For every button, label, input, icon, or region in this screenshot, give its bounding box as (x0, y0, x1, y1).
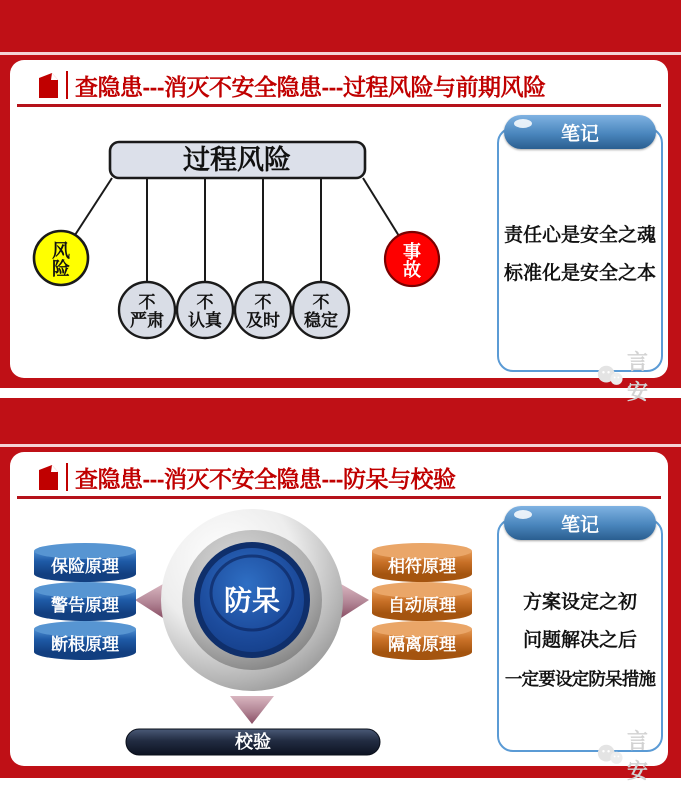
check-pill-label: 校验 (235, 732, 271, 752)
cause-ball-3-line2: 及时 (246, 311, 280, 330)
accident-ball (385, 232, 439, 286)
cause-ball-2-line2: 认真 (188, 311, 222, 330)
accident-ball-line2: 故 (403, 260, 421, 280)
cause-ball-2 (177, 282, 233, 338)
slide-2-watermark (596, 725, 668, 785)
right-cylinder-label-2: 自动原理 (388, 596, 456, 615)
note-line: 责任心是安全之魂 (503, 225, 656, 246)
slide-2-card (10, 452, 668, 783)
arrow-down-icon (230, 696, 274, 724)
cylinder-segment (372, 621, 472, 660)
arrow-left-icon (135, 584, 163, 618)
process-risk-bar-label: 过程风险 (183, 145, 291, 175)
check-pill (126, 729, 380, 755)
cylinder-segment (34, 543, 136, 582)
slide-2-top-divider (0, 444, 681, 447)
poka-yoke-diagram (20, 500, 490, 762)
notes-pill (504, 506, 656, 540)
slide-1-watermark (596, 346, 668, 406)
left-cylinder-stack (34, 543, 136, 660)
risk-ball-line1: 风 (52, 241, 70, 261)
risk-ball-line2: 险 (52, 259, 70, 279)
cylinder-segment (34, 621, 136, 660)
pill-gloss-highlight (514, 510, 532, 519)
slide-1-notes-body (499, 217, 661, 293)
cause-ball-4 (293, 282, 349, 338)
left-cylinder-label-1: 保险原理 (51, 557, 119, 576)
slide-2-title-underline (17, 496, 661, 499)
wechat-logo-icon (596, 364, 624, 388)
page-bookmark-icon (38, 464, 59, 491)
note-line: 问题解决之后 (522, 630, 637, 651)
watermark-text: 言安 (626, 351, 649, 404)
right-cylinder-stack (372, 543, 472, 660)
left-cylinder-label-2: 警告原理 (51, 596, 119, 615)
title-divider-line (66, 463, 68, 491)
notes-pill-label: 笔记 (560, 514, 599, 536)
cause-ball-2-line1: 不 (196, 293, 214, 312)
left-cylinder-label-3: 断根原理 (51, 635, 119, 654)
slide-1-title-underline (17, 104, 661, 107)
image-gap (0, 388, 681, 398)
cause-ball-1 (119, 282, 175, 338)
slide-2-notes-body (499, 584, 661, 698)
cause-ball-3 (235, 282, 291, 338)
process-risk-cradle-diagram (20, 112, 490, 352)
watermark-text: 言安 (626, 730, 649, 783)
cylinder-segment (372, 543, 472, 582)
page-bookmark-icon (38, 72, 59, 99)
slide-1-title-row (38, 69, 545, 101)
note-line: 方案设定之初 (522, 592, 637, 613)
notes-pill (504, 115, 656, 149)
cylinder-segment (34, 582, 136, 621)
notes-pill-label: 笔记 (560, 123, 599, 145)
slide-2-notes-panel (497, 514, 663, 752)
title-divider-line (66, 71, 68, 99)
right-cylinder-label-1: 相符原理 (388, 557, 456, 576)
cause-ball-3-line1: 不 (254, 293, 272, 312)
cradle-strings (75, 178, 399, 283)
cause-ball-4-line1: 不 (312, 293, 330, 312)
slide-2-title: 查隐患---消灭不安全隐患---防呆与校验 (75, 465, 456, 492)
pill-gloss-highlight (514, 119, 532, 128)
cause-ball-1-line1: 不 (138, 293, 156, 312)
cause-ball-1-line2: 严肃 (130, 311, 164, 330)
center-button (161, 509, 343, 691)
note-line: 标准化是安全之本 (503, 263, 656, 284)
wechat-logo-icon (596, 743, 624, 767)
center-button-label: 防呆 (223, 585, 281, 616)
cause-ball-4-line2: 稳定 (304, 311, 338, 330)
arrow-right-icon (341, 584, 369, 618)
slide-1-card (10, 60, 668, 404)
cylinder-segment (372, 582, 472, 621)
slide-1-notes-panel (497, 123, 663, 372)
slide-2 (0, 398, 681, 783)
note-line: 一定要设定防呆措施 (504, 669, 656, 689)
risk-ball (34, 231, 88, 285)
slide-1-top-divider (0, 52, 681, 55)
slide-2-title-row (38, 461, 455, 493)
accident-ball-line1: 事 (403, 242, 421, 262)
right-cylinder-label-3: 隔离原理 (388, 635, 456, 654)
slide-1-title: 查隐患---消灭不安全隐患---过程风险与前期风险 (75, 73, 546, 100)
